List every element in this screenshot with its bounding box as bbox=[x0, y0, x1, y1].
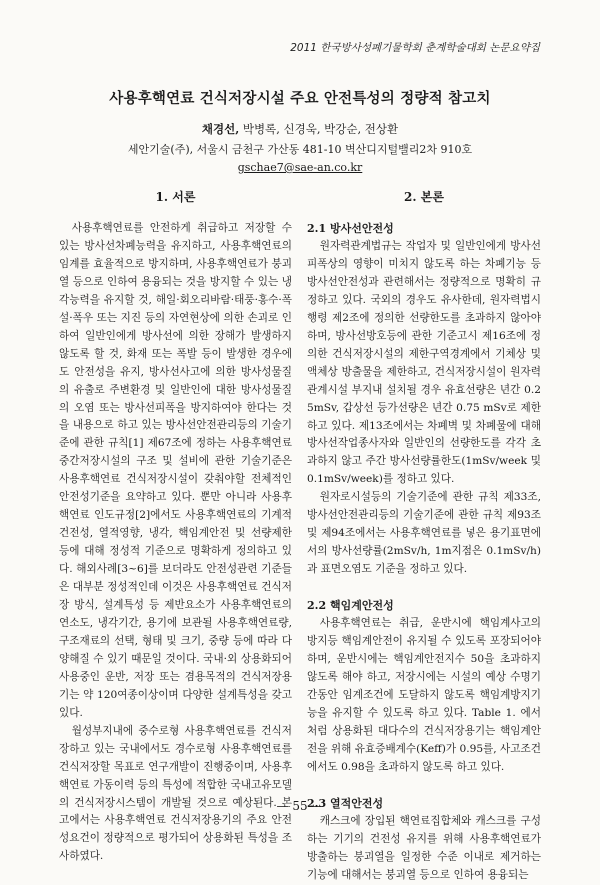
right-column bbox=[307, 188, 541, 885]
intro-paragraph-2: 월성부지내에 중수로형 사용후핵연료를 건식저장하고 있는 국내에서도 경수로형 사용후핵연료를 건식저장할 목표로 연구개발이 진행중이며, 사용후핵연료 가동이력 등의 특성에 적합한 국내고유모델의 건식저장시스템이 개발될 것으로 예상된다. 본 고에서는 사용후핵연료 건식저장용기의 주요 안전성요건이 정량적으로 평가되어 상용화된 특성을 조사하였다. bbox=[59, 724, 292, 863]
co-authors: 박병록, 신경욱, 박강순, 전상환 bbox=[239, 122, 399, 136]
subsection-2-3-title: 2.3 열적안전성 bbox=[307, 796, 384, 810]
subsection-2-2-paragraph: 사용후핵연료는 취급, 운반시에 핵임계사고의 방지등 핵임계안전이 유지될 수 있도록 포장되어야 하며, 운반시에는 핵임계안전지수 50을 초과하지 않도록 해야 하고, 저장시에는 시설의 예상 수명기간동안 임계조건에 도달하지 않도록 핵임계방지기능을 유지할 수 있도록 하고 있다. Table 1. 에서 처럼 상용화된 대다수의 건식저장용기는 핵임계안전을 위해 유효증배계수(Keff)가 0.95를, 사고조건에서도 0.98을 초과하지 않도록 하고 있다. bbox=[307, 617, 541, 773]
section-heading-introduction: 1. 서론 bbox=[155, 190, 196, 204]
subsection-2-1-title: 2.1 방사선안전성 bbox=[307, 222, 394, 235]
subsection-2-3-paragraph: 캐스크에 장입된 핵연료집합체와 캐스크를 구성하는 기기의 건전성 유지를 위해 사용후핵연료가 방출하는 붕괴열을 일정한 수준 이내로 제거하는 기능에 대해서는 붕괴열 등으로 인하여 용융되는 bbox=[307, 814, 541, 881]
contact-email[interactable]: gschae7@sae-an.co.kr bbox=[237, 161, 363, 174]
subsection-2-1-paragraph-1: 원자력관계법규는 작업자 및 일반인에게 방사선피폭상의 영향이 미치지 않도록 하는 차폐기능 등 방사선안전성과 관련해서는 정량적으로 명확히 규정하고 있다. 국외의 경우도 유사한데, 원자력법시행령 제2조에 정의한 선량한도를 초과하지 않아야하며, 방사선방호등에 관한 기준고시 제16조에 정의한 건식저장시설의 제한구역경계에서 기체상 및 액체상 방출물을 제한하고, 건식저장시설이 원자력관계시설 부지내 설치될 경우 유효선량은 년간 0.25mSv, 갑상선 등가선량은 년간 0.75 mSv로 제한하고 있다. 제13조에서는 차폐벽 및 차폐물에 대해 방사선작업종사자와 일반인의 선량한도를 각각 초과하지 않고 주간 방사선량률한도(1mSv/week 및 0.1mSv/week)를 정하고 있다. bbox=[307, 240, 541, 486]
affiliation: 세안기술(주), 서울시 금천구 가산동 481-10 벽산디지털밸리2차 910호 bbox=[127, 143, 473, 156]
intro-paragraph-1: 사용후핵연료를 안전하게 취급하고 저장할 수 있는 방사선차폐능력을 유지하고, 사용후핵연료의 임계를 효율적으로 방지하며, 사용후핵연료가 붕괴열 등으로 인하여 용융되는 것을 방지할 수 있는 냉각능력을 유지할 것, 해일·회오리바람·태풍·홍수·폭설·폭우 또는 지진 등의 자연현상에 의한 손괴로 인하여 일반인에게 방사선에 의한 장해가 발생하지 않도록 할 것, 화재 또는 폭발 등이 발생한 경우에도 안전성을 유지, 방사선사고에 의한 방사성물질의 유출로 주변환경 및 일반인에 대한 방사성물질의 오염 또는 방사선피폭을 방지하여야 한다는 것을 내용으로 하고 있는 방사선안전관리등의 기술기준에 관한 규칙[1] 제67조에 정하는 사용후핵연료 중간저장시설의 구조 및 설비에 관한 기술기준은 사용후핵연료 건식저장시설이 갖춰야할 전체적인 안전성기준을 요약하고 있다. 뿐만 아니라 사용후핵연료 인도규정[2]에서도 사용후핵연료의 기계적건전성, 열적영향, 냉각, 핵임계안전 및 선량제한 등에 대해 정성적 기준으로 명확하게 정의하고 있다. 해외사례[3~6]를 보더라도 안전성관련 기준들은 대부분 정성적인데 이것은 사용후핵연료 건식저장 방식, 설계특성 등 제반요소가 사용후핵연료의 연소도, 냉각기간, 용기에 보관될 사용후핵연료량, 구조재료의 선택, 형태 및 크기, 중량 등에 따라 다양해질 수 있기 때문일 것이다. 국내·외 상용화되어 사용중인 운반, 저장 또는 겸용목적의 건식저장용기는 약 120여종이상이며 다양한 설계특성을 갖고 있다. bbox=[59, 222, 292, 719]
page-number: — 55 — bbox=[276, 799, 324, 813]
left-column bbox=[59, 188, 292, 866]
subsection-2-2-title: 2.2 핵임계안전성 bbox=[307, 599, 394, 613]
paper-title: 사용후핵연료 건식저장시설 주요 안전특성의 정량적 참고치 bbox=[109, 90, 491, 107]
running-header: 2011 한국방사성폐기물학회 춘계학술대회 논문요약집 bbox=[290, 42, 540, 54]
lead-author: 채경선, bbox=[201, 122, 240, 136]
author-list bbox=[0, 121, 600, 137]
subsection-2-1-paragraph-2: 원자로시설등의 기술기준에 관한 규칙 제33조, 방사선안전관리등의 기술기준에 관한 규칙 제93조 및 제94조에서는 사용후핵연료를 넣은 용기표면에서의 방사선량률(2mSv/h, 1m지점은 0.1mSv/h)과 표면오염도 기준을 정하고 있다. bbox=[307, 491, 541, 576]
section-heading-main: 2. 본론 bbox=[404, 190, 444, 204]
